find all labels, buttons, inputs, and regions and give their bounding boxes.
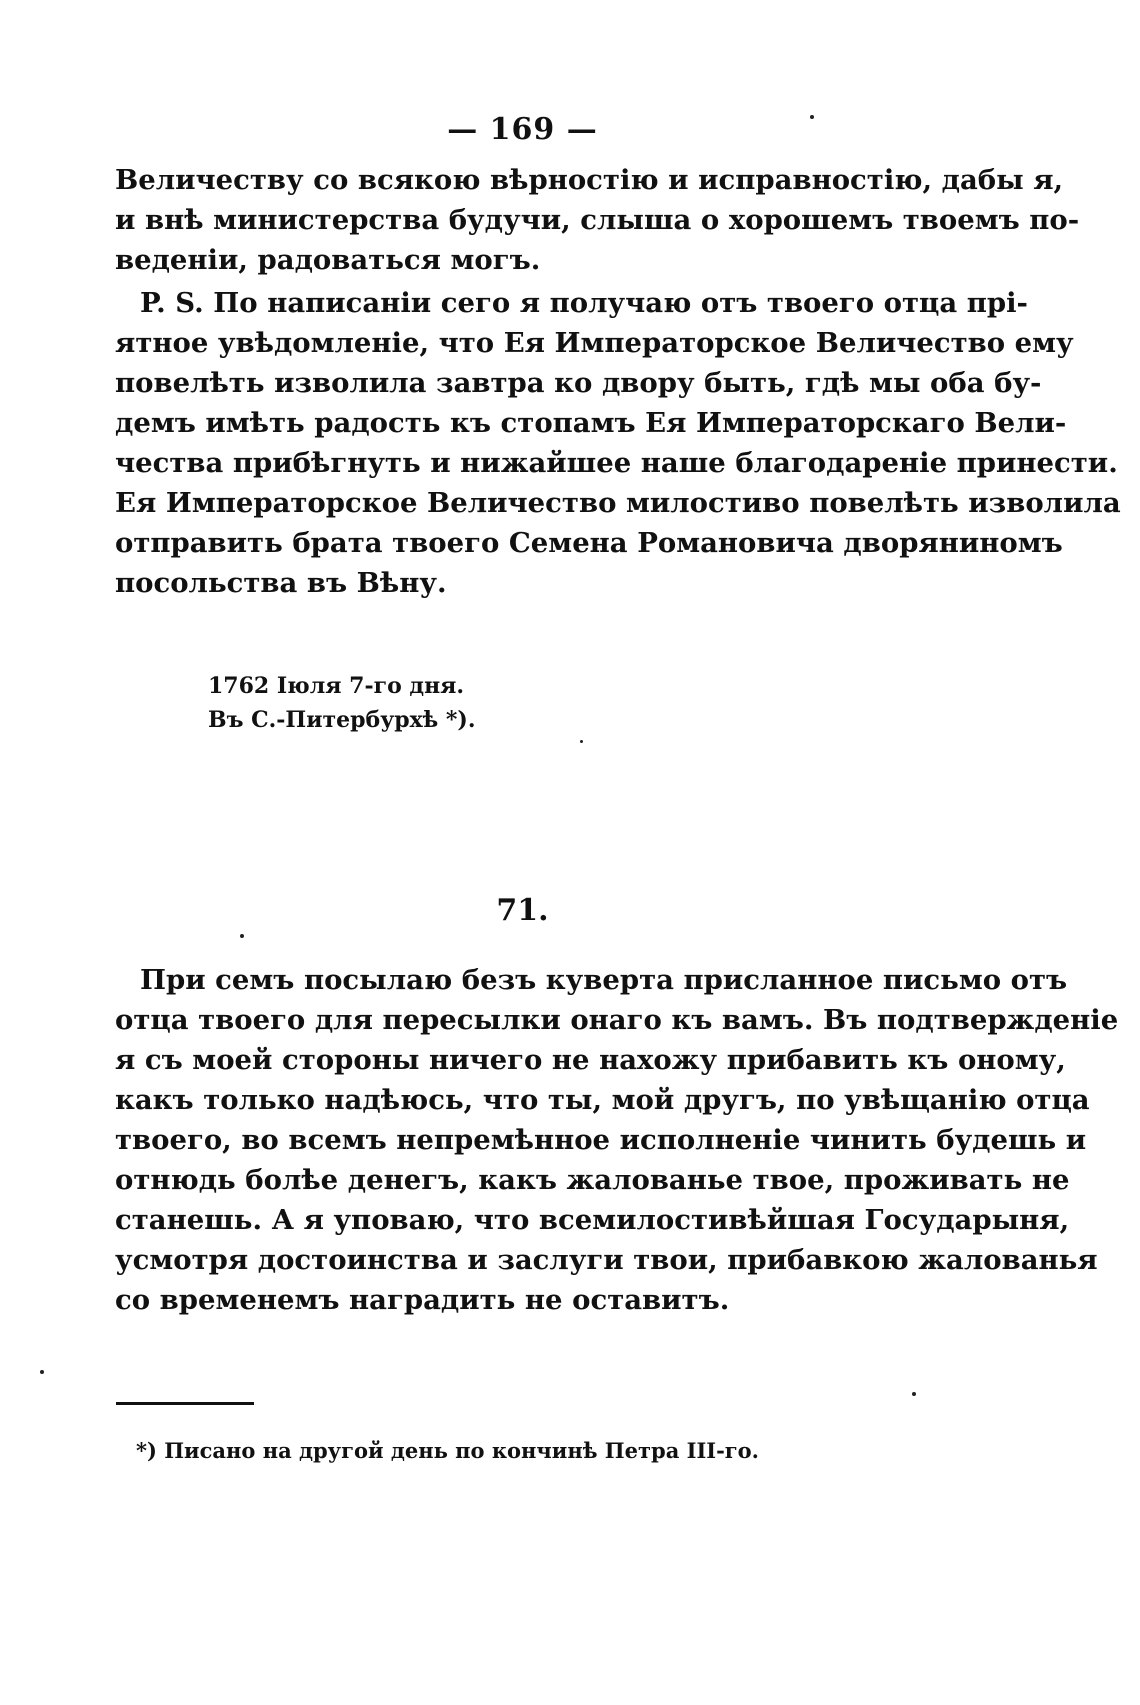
scan-speck — [580, 740, 583, 743]
postscript-line: демъ имѣть радость къ стопамъ Ея Императорскаго Вели- — [115, 407, 1067, 439]
letter-date: 1762 Іюля 7-го дня. — [208, 673, 465, 699]
text-line: отца твоего для пересылки онаго къ вамъ. Въ подтвержденіе — [115, 1004, 1119, 1036]
text-line: твоего, во всемъ непремѣнное исполненіе чинить будешь и — [115, 1124, 1087, 1156]
postscript-line: ятное увѣдомленіе, что Ея Императорское Величество ему — [115, 327, 1074, 359]
scan-speck — [240, 934, 244, 938]
text-line: я съ моей стороны ничего не нахожу прибавить къ оному, — [115, 1044, 1066, 1076]
postscript-line: P. S. По написаніи сего я получаю отъ твоего отца прі- — [140, 287, 1028, 319]
scan-speck — [810, 115, 814, 119]
text-line: со временемъ наградить не оставитъ. — [115, 1284, 730, 1316]
scan-speck — [40, 1370, 44, 1374]
text-line: веденіи, радоваться могъ. — [115, 244, 541, 276]
text-line: и внѣ министерства будучи, слыша о хорошемъ твоемъ по- — [115, 204, 1080, 236]
footnote: *) Писано на другой день по кончинѣ Петра III-го. — [136, 1438, 759, 1463]
text-line: Величеству со всякою вѣрностію и исправностію, дабы я, — [115, 164, 1064, 196]
text-line: станешь. А я уповаю, что всемилостивѣйшая Государыня, — [115, 1204, 1070, 1236]
page-number: — 169 — — [447, 112, 598, 147]
postscript-line: повелѣть изволила завтра ко двору быть, гдѣ мы оба бу- — [115, 367, 1042, 399]
scan-speck — [912, 1392, 916, 1396]
postscript-line: посольства въ Вѣну. — [115, 567, 447, 599]
postscript-line: отправить брата твоего Семена Романовича дворяниномъ — [115, 527, 1063, 559]
postscript-line: чества прибѣгнуть и нижайшее наше благодареніе принести. — [115, 447, 1118, 479]
letter-number: 71. — [496, 893, 549, 928]
text-line: усмотря достоинства и заслуги твои, прибавкою жалованья — [115, 1244, 1098, 1276]
letter-place: Въ С.-Питербурхѣ *). — [208, 707, 476, 733]
text-line: отнюдь болѣе денегъ, какъ жалованье твое, проживать не — [115, 1164, 1070, 1196]
text-line: При семъ посылаю безъ куверта присланное письмо отъ — [140, 964, 1068, 996]
postscript-line: Ея Императорское Величество милостиво повелѣть изволила — [115, 487, 1121, 519]
footnote-divider — [116, 1402, 254, 1405]
text-line: какъ только надѣюсь, что ты, мой другъ, по увѣщанію отца — [115, 1084, 1090, 1116]
